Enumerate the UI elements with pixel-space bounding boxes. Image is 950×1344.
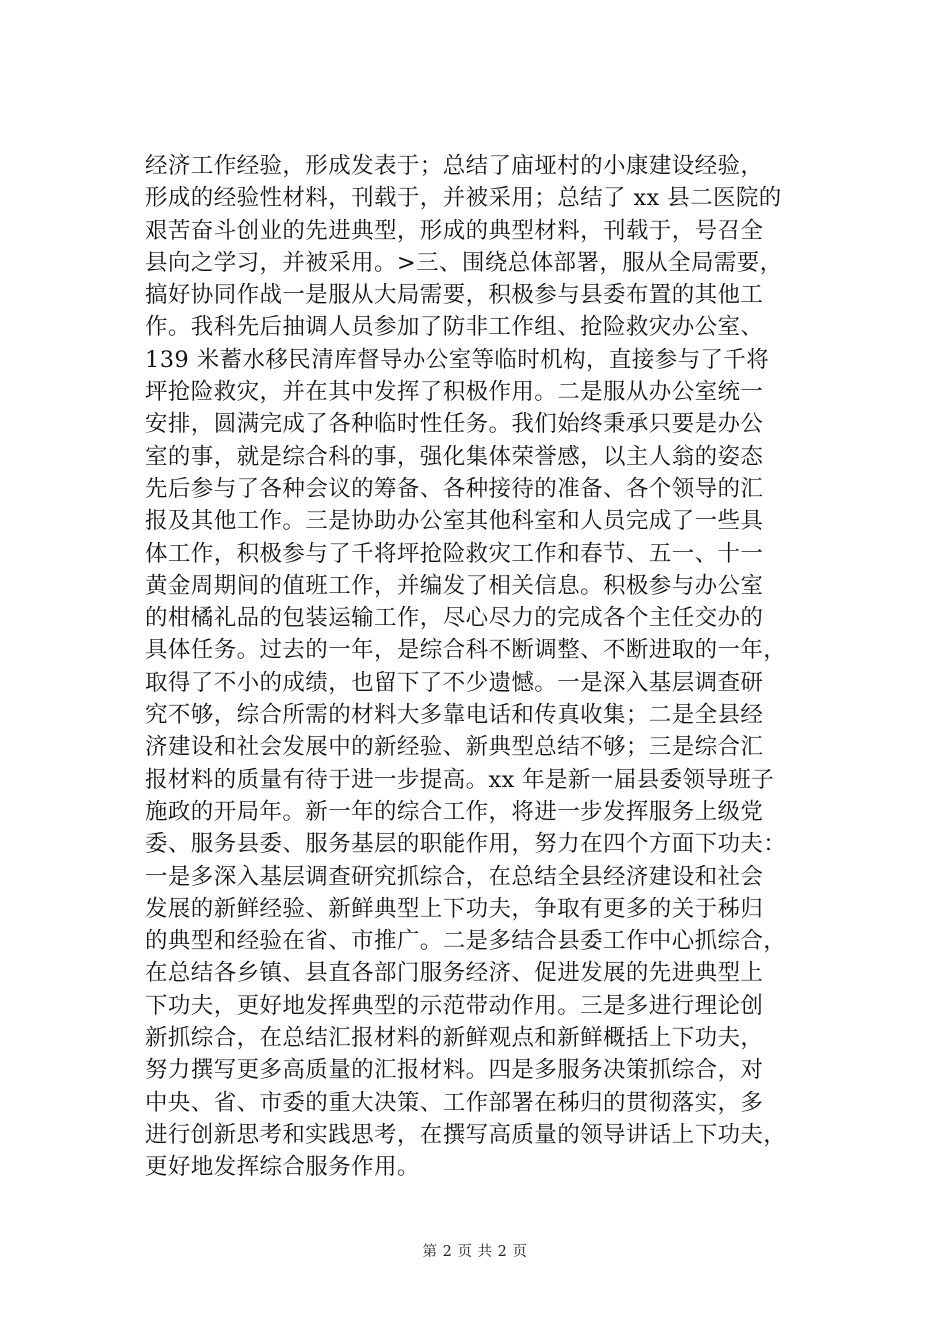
text-line: 具体任务。过去的一年，是综合科不断调整、不断进取的一年，	[145, 637, 787, 664]
text-line: 下功夫，更好地发挥典型的示范带动作用。三是多进行理论创	[145, 992, 764, 1019]
text-line: 形成的经验性材料，刊载于，并被采用；总结了 xx 县二医院的	[145, 185, 782, 212]
text-line: 报及其他工作。三是协助办公室其他科室和人员完成了一些具	[145, 508, 764, 535]
text-line: 搞好协同作战一是服从大局需要，积极参与县委布置的其他工	[145, 282, 764, 309]
text-line: 究不够，综合所需的材料大多靠电话和传真收集；二是全县经	[145, 702, 764, 729]
text-line: 艰苦奋斗创业的先进典型，形成的典型材料，刊载于，号召全	[145, 217, 764, 244]
text-line: 取得了不小的成绩，也留下了不少遗憾。一是深入基层调查研	[145, 669, 764, 696]
text-line: 经济工作经验，形成发表于；总结了庙垭村的小康建设经验，	[145, 153, 764, 179]
text-line: 体工作，积极参与了千将坪抢险救灾工作和春节、五一、十一	[145, 540, 764, 567]
text-line: 济建设和社会发展中的新经验、新典型总结不够；三是综合汇	[145, 734, 764, 761]
text-line: 中央、省、市委的重大决策、工作部署在秭归的贯彻落实，多	[145, 1089, 764, 1116]
text-line: 先后参与了各种会议的筹备、各种接待的准备、各个领导的汇	[145, 475, 764, 502]
text-line: 努力撰写更多高质量的汇报材料。四是多服务决策抓综合，对	[145, 1057, 764, 1084]
text-line: 委、服务县委、服务基层的职能作用，努力在四个方面下功夫：	[145, 831, 787, 858]
text-line: 的柑橘礼品的包装运输工作，尽心尽力的完成各个主任交办的	[145, 605, 764, 632]
text-line: 黄金周期间的值班工作，并编发了相关信息。积极参与办公室	[145, 572, 764, 599]
text-line: 一是多深入基层调查研究抓综合，在总结全县经济建设和社会	[145, 863, 764, 890]
text-line: 施政的开局年。新一年的综合工作，将进一步发挥服务上级党	[145, 798, 764, 825]
text-line: 报材料的质量有待于进一步提高。xx 年是新一届县委领导班子	[145, 766, 775, 793]
page-footer	[0, 1242, 950, 1262]
text-line: 发展的新鲜经验、新鲜典型上下功夫，争取有更多的关于秭归	[145, 895, 764, 922]
text-line: 进行创新思考和实践思考，在撰写高质量的领导讲话上下功夫，	[145, 1121, 787, 1148]
text-line: 安排，圆满完成了各种临时性任务。我们始终秉承只要是办公	[145, 411, 764, 438]
text-line: 县向之学习，并被采用。>三、围绕总体部署，服从全局需要，	[145, 249, 783, 276]
text-line: 坪抢险救灾，并在其中发挥了积极作用。二是服从办公室统一	[145, 379, 764, 406]
text-line: 更好地发挥综合服务作用。	[145, 1154, 420, 1181]
document-body	[145, 150, 825, 1184]
text-line: 在总结各乡镇、县直各部门服务经济、促进发展的先进典型上	[145, 960, 764, 987]
text-line: 作。我科先后抽调人员参加了防非工作组、抢险救灾办公室、	[145, 314, 764, 341]
page-number-label: 第 2 页 共 2 页	[422, 1244, 528, 1260]
text-line: 139 米蓄水移民清库督导办公室等临时机构，直接参与了千将	[145, 346, 770, 373]
text-line: 的典型和经验在省、市推广。二是多结合县委工作中心抓综合，	[145, 928, 787, 955]
text-line: 室的事，就是综合科的事，强化集体荣誉感，以主人翁的姿态	[145, 443, 764, 470]
text-line: 新抓综合，在总结汇报材料的新鲜观点和新鲜概括上下功夫，	[145, 1025, 764, 1052]
